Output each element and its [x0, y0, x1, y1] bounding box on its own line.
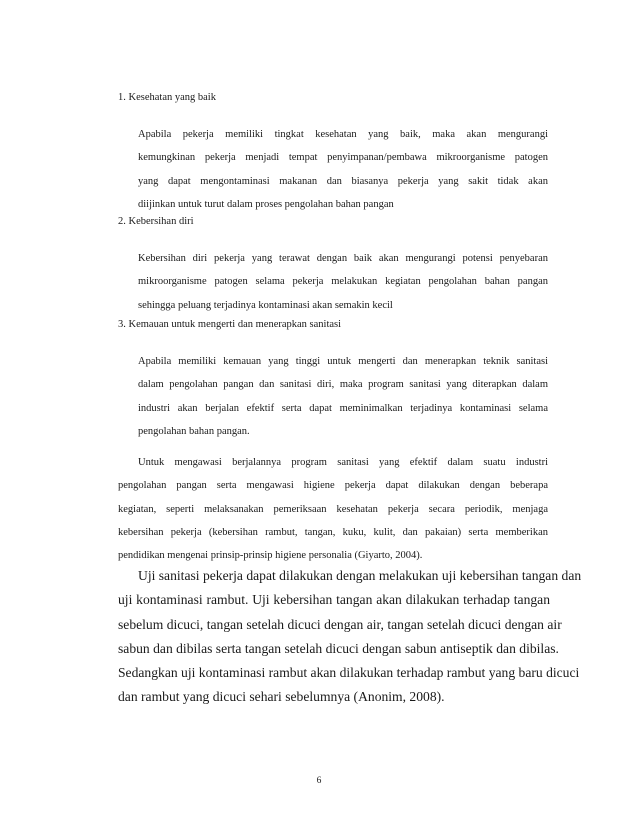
text-line: mikroorganisme patogen selama pekerja melakukan kegiatan pengolahan bahan pangan	[138, 276, 548, 288]
section-body-1	[138, 123, 548, 216]
body-paragraph-2	[118, 564, 582, 710]
section-body-3	[138, 350, 548, 443]
text-line: kebersihan pekerja (kebersihan rambut, tangan, kuku, kulit, dan pakaian) serta memberikan	[118, 526, 548, 538]
text-line: Sedangkan uji kontaminasi rambut akan dilakukan terhadap rambut yang baru dicuci	[118, 665, 580, 681]
text-line: pengolahan bahan pangan.	[138, 425, 250, 437]
text-line: yang dapat mengontaminasi makanan dan biasanya pekerja yang sakit tidak akan	[138, 175, 548, 187]
text-line: kegiatan, seperti melaksanakan pemeriksaan kesehatan pekerja secara periodik, menjaga	[118, 503, 548, 515]
text-line: kemungkinan pekerja menjadi tempat penyimpanan/pembawa mikroorganisme patogen	[138, 152, 548, 164]
text-line: pengolahan pangan serta mengawasi higiene pekerja dapat dilakukan dengan beberapa	[118, 480, 548, 492]
text-line: dalam pengolahan pangan dan sanitasi diri, maka program sanitasi yang diterapkan dalam	[138, 379, 548, 391]
text-line: dan rambut yang dicuci sehari sebelumnya (Anonim, 2008).	[118, 689, 445, 705]
text-line: Apabila memiliki kemauan yang tinggi untuk mengerti dan menerapkan teknik sanitasi	[138, 356, 548, 367]
text-line: sebelum dicuci, tangan setelah dicuci dengan air, tangan setelah dicuci dengan air	[118, 616, 562, 632]
section-heading-3: 3. Kemauan untuk mengerti dan menerapkan sanitasi	[118, 319, 342, 330]
page-number: 6	[316, 776, 322, 786]
section-heading-1: 1. Kesehatan yang baik	[118, 92, 216, 103]
body-paragraph-1	[118, 451, 548, 567]
text-line: pendidikan mengenai prinsip-prinsip higiene personalia (Giyarto, 2004).	[118, 550, 423, 562]
text-line: industri akan berjalan efektif serta dapat meminimalkan terjadinya kontaminasi selama	[138, 402, 548, 414]
text-line: Untuk mengawasi berjalannya program sanitasi yang efektif dalam suatu industri	[138, 457, 548, 468]
text-line: Uji sanitasi pekerja dapat dilakukan dengan melakukan uji kebersihan tangan dan	[138, 568, 582, 583]
text-line: sabun dan dibilas serta tangan setelah dicuci dengan sabun antiseptik dan dibilas.	[118, 640, 559, 656]
text-line: uji kontaminasi rambut. Uji kebersihan tangan akan dilakukan terhadap tangan	[118, 592, 550, 608]
section-heading-2: 2. Kebersihan diri	[118, 216, 194, 227]
section-body-2	[138, 247, 548, 317]
text-line: sehingga peluang terjadinya kontaminasi akan semakin kecil	[138, 299, 393, 311]
text-line: diijinkan untuk turut dalam proses pengolahan bahan pangan	[138, 198, 394, 210]
text-line: Kebersihan diri pekerja yang terawat dengan baik akan mengurangi potensi penyebaran	[138, 253, 548, 264]
text-line: Apabila pekerja memiliki tingkat kesehatan yang baik, maka akan mengurangi	[138, 129, 548, 140]
